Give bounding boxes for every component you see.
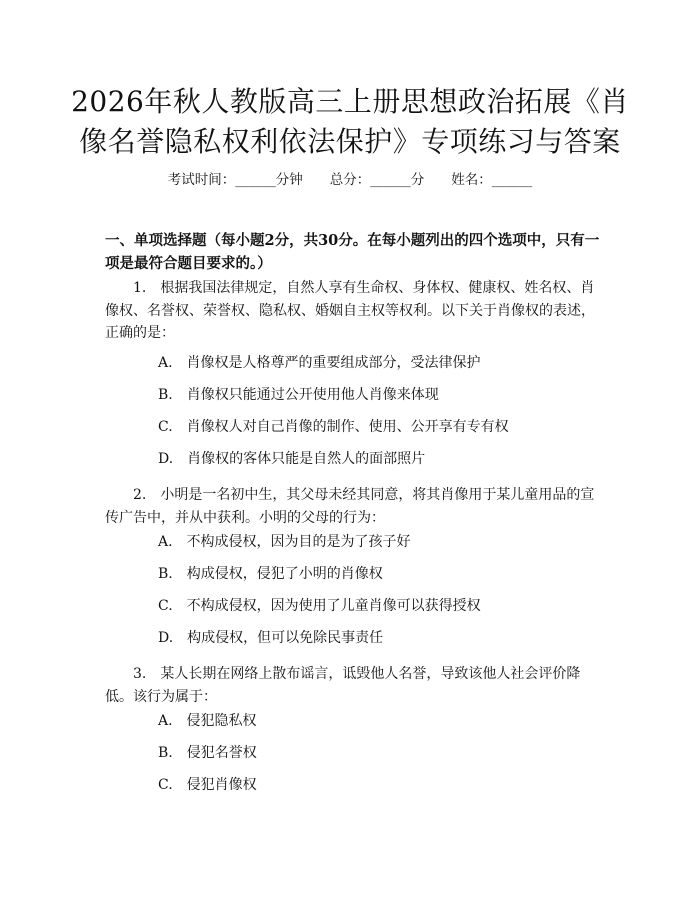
question-stem: 2. 小明是一名初中生，其父母未经其同意，将其肖像用于某儿童用品的宣传广告中，并从中获利。小明的父母的行为： bbox=[105, 487, 595, 526]
section-heading: 一、单项选择题（每小题2分，共30分。在每小题列出的四个选项中，只有一项是最符合题目要求的。） bbox=[105, 232, 600, 272]
question-1-option-b: B. 肖像权只能通过公开使用他人肖像来体现 bbox=[158, 387, 439, 403]
document-title: 2026年秋人教版高三上册思想政治拓展《肖像名誉隐私权利依法保护》专项练习与答案 bbox=[71, 85, 629, 158]
question-3-option-b: B. 侵犯名誉权 bbox=[158, 745, 257, 761]
question-1-option-c: C. 肖像权人对自己肖像的制作、使用、公开享有专有权 bbox=[158, 419, 509, 435]
question-stem: 3. 某人长期在网络上散布谣言，诋毁他人名誉，导致该他人社会评价降低。该行为属于： bbox=[105, 666, 581, 705]
question-3-option-a: A. 侵犯隐私权 bbox=[158, 713, 257, 729]
question-2 bbox=[105, 484, 601, 529]
question-2-option-d: D. 构成侵权，但可以免除民事责任 bbox=[158, 630, 384, 646]
question-2-option-a: A. 不构成侵权，因为目的是为了孩子好 bbox=[158, 534, 411, 550]
question-2-option-b: B. 构成侵权，侵犯了小明的肖像权 bbox=[158, 566, 383, 582]
question-3 bbox=[105, 663, 601, 708]
question-stem: 1. 根据我国法律规定，自然人享有生命权、身体权、健康权、姓名权、肖像权、名誉权、荣誉权、隐私权、婚姻自主权等权利。以下关于肖像权的表述，正确的是： bbox=[105, 280, 595, 341]
exam-info-line: 考试时间：______分钟 总分：______分 姓名：______ bbox=[167, 172, 533, 188]
question-1-option-d: D. 肖像权的客体只能是自然人的面部照片 bbox=[158, 451, 426, 467]
question-2-option-c: C. 不构成侵权，因为使用了儿童肖像可以获得授权 bbox=[158, 598, 481, 614]
question-3-option-c: C. 侵犯肖像权 bbox=[158, 777, 257, 793]
question-1-option-a: A. 肖像权是人格尊严的重要组成部分，受法律保护 bbox=[158, 355, 481, 371]
question-1 bbox=[105, 277, 601, 345]
